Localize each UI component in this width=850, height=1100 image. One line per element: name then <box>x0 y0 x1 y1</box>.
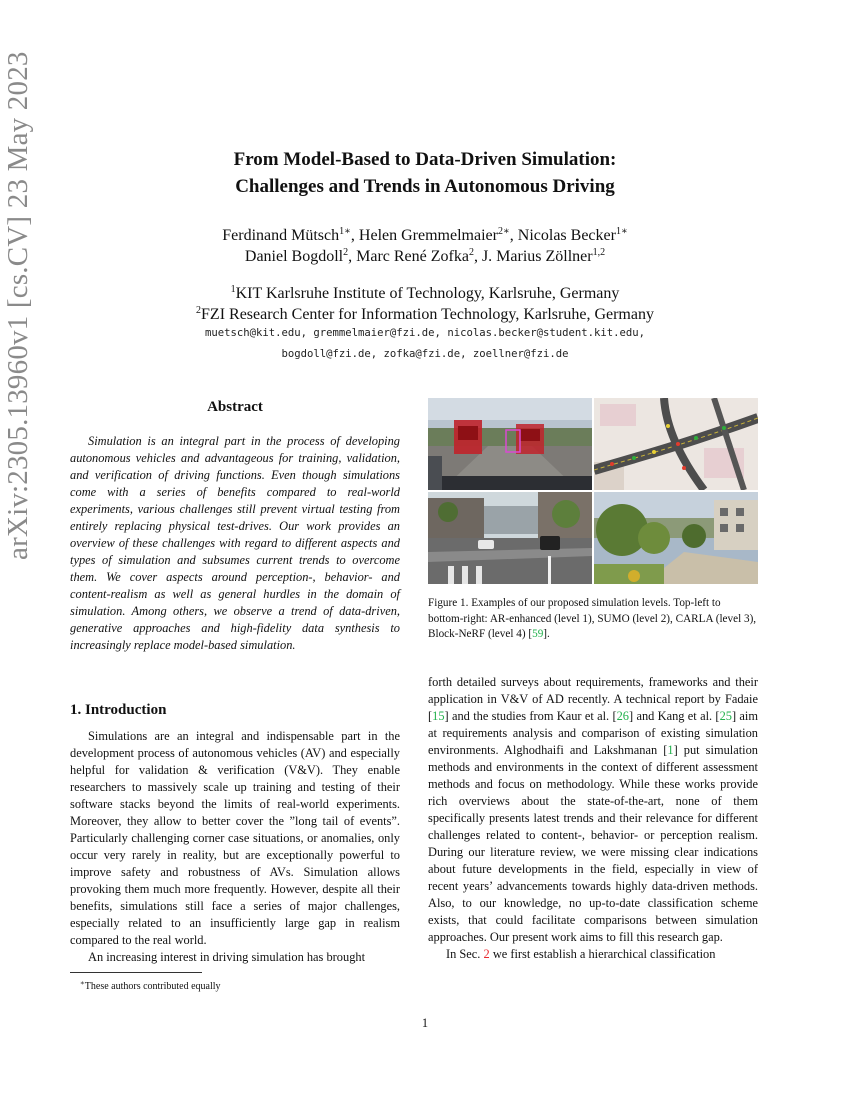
caption-end: . <box>547 628 550 640</box>
abstract-heading: Abstract <box>207 399 263 415</box>
text-run: and Kang et al. <box>633 709 716 723</box>
intro-paragraph-2: An increasing interest in driving simulation has brought <box>88 950 366 964</box>
author-affil-mark: 1,2 <box>592 247 606 258</box>
affiliation-1 <box>80 283 770 304</box>
section-link[interactable]: 2 <box>483 947 490 961</box>
text-run: and the studies from Kaur et al. <box>448 709 613 723</box>
footnote-text: These authors contributed equally <box>84 981 221 992</box>
figure-1 <box>428 398 758 584</box>
author-name: J. Marius Zöllner <box>481 248 593 265</box>
author-line-1: Ferdinand Mütsch$^{1∗}$, Helen Gremmelmaier$^{2∗}$, Nicolas Becker$^{1∗}$ <box>222 226 628 244</box>
affiliation-2 <box>80 304 770 325</box>
affiliation-mark: 2 <box>196 305 202 316</box>
sumo-image <box>594 398 758 490</box>
page-number: 1 <box>421 1016 429 1030</box>
affiliation-mark: 1 <box>230 284 236 295</box>
citation-link[interactable]: 15 <box>432 709 445 723</box>
author-affil-mark: 2 <box>343 247 349 258</box>
right-column-body <box>428 674 758 963</box>
citation-link[interactable]: 59 <box>532 628 544 640</box>
caption-text: Figure 1. Examples of our proposed simulation levels. Top-left to bottom-right: AR-enhanced (level 1), SUMO (level 2), CARLA (level 3), Block-NeRF (level 4) <box>428 597 757 640</box>
affiliations <box>80 283 770 325</box>
intro-paragraph-1: Simulations are an integral and indispensable part in the development process of autonomous vehicles (AV) and especially helpful for validation & verification (V&V). They enable researchers to massively scale up training and testing of their software stacks beyond the limits of real-world experiments. Moreover, they allow to better cover the ”long tail of events”. Particularly challenging corner case situations, or anomalies, only occur very rarely in reality, but are exceptionally powerful to improve safety and robustness of AVs. Simulation allows provoking them much more frequently. However, despite all their benefits, simulations still face a series of major challenges, especially related to an insufficiently large gap in realism compared to the real world. <box>70 729 400 947</box>
author-name: Helen Gremmelmaier <box>358 227 498 244</box>
title-line-1: From Model-Based to Data-Driven Simulation: <box>233 149 617 170</box>
author-name: Marc René Zofka <box>356 248 469 265</box>
footnote-mark: ∗ <box>80 979 85 987</box>
figure-panel-ar-enhanced <box>428 398 592 490</box>
figure-1-caption: Figure 1. Examples of our proposed simulation levels. Top-left to bottom-right: AR-enhanced (level 1), SUMO (level 2), CARLA (level 3), Block-NeRF (level 4) [59]. <box>428 597 757 640</box>
author-name: Nicolas Becker <box>517 227 616 244</box>
author-affil-mark: 2 <box>468 247 474 258</box>
introduction-body <box>70 728 400 966</box>
author-affil-mark: 2∗ <box>497 226 510 237</box>
abstract-body <box>70 433 400 654</box>
author-affil-mark: 1∗ <box>339 226 351 237</box>
abstract-text: Simulation is an integral part in the process of developing autonomous vehicles and advantageous for training, validation, and verification of driving functions. Even though simulations come with a series of benefits compared to real-world experiments, various challenges still prevent virtual testing from entirely replacing physical test-drives. Our work provides an overview of these challenges with regard to different aspects and types of simulation and subsumes current trends to overcome them. We cover aspects around perception-, behavior- and content-realism as well as general hurdles in the domain of simulation. Among others, we observe a trend of data-driven, generative approaches and high-fidelity data synthesis to increasingly replace model-based simulation. <box>70 434 400 652</box>
right-paragraph-2 <box>428 946 758 963</box>
affiliation-text: KIT Karlsruhe Institute of Technology, Karlsruhe, Germany <box>235 285 620 302</box>
citation-link[interactable]: 1 <box>667 743 674 757</box>
carla-image <box>428 492 592 584</box>
citation-link[interactable]: 26 <box>616 709 629 723</box>
author-affil-mark: 1∗ <box>615 226 628 237</box>
text-run: aim at requirements analysis and comparison of existing simulation environments. Alghodhaifi and Lakshmanan <box>428 709 758 757</box>
paper-title <box>80 146 770 200</box>
figure-panel-block-nerf <box>594 492 758 584</box>
figure-panel-sumo <box>594 398 758 490</box>
footnote <box>70 977 221 993</box>
author-list <box>80 225 770 267</box>
text-run: In Sec. <box>446 947 484 961</box>
footnote-rule <box>70 972 202 973</box>
author-emails <box>80 323 770 365</box>
title-line-2: Challenges and Trends in Autonomous Driving <box>235 176 615 197</box>
text-run: put simulation methods and environments in the context of different assessment methods and focus on methodology. While these works provide rich overviews about the state-of-the-art, none of them specifically presents latest trends and their relevance for different challenges related to content-, behavior- or perception realism. During our literature review, we were missing clear indications about future developments in the field, especially in view of recent years’ advancements towards highly data-driven methods. Also, to our knowledge, no up-to-date classification scheme exists, that could facilitate comparisons between simulation approaches. Our present work aims to fill this research gap. <box>428 743 758 944</box>
introduction-heading: 1. Introduction <box>70 702 167 718</box>
email-line-1: muetsch@kit.edu, gremmelmaier@fzi.de, nicolas.becker@student.kit.edu, <box>204 327 646 339</box>
text-run: we first establish a hierarchical classification <box>489 947 716 961</box>
ar-enhanced-image <box>428 398 592 490</box>
citation-link[interactable]: 25 <box>719 709 732 723</box>
email-line-2: bogdoll@fzi.de, zofka@fzi.de, zoellner@fzi.de <box>281 348 569 360</box>
text-run: forth detailed surveys about requirements, frameworks and their application in V&V of AD recently. A technical report by Fadaie <box>428 675 758 706</box>
arxiv-stamp: arXiv:2305.13960v1 [cs.CV] 23 May 2023 <box>2 51 34 560</box>
author-line-2: Daniel Bogdoll$^2$, Marc René Zofka$^2$, J. Marius Zöllner$^{1,2}$ <box>244 247 606 265</box>
figure-panel-carla <box>428 492 592 584</box>
affiliation-text: FZI Research Center for Information Technology, Karlsruhe, Germany <box>201 306 654 323</box>
block-nerf-image <box>594 492 758 584</box>
author-name: Ferdinand Mütsch <box>222 227 340 244</box>
right-paragraph-1: forth detailed surveys about requirements, frameworks and their application in V&V of AD recently. A technical report by Fadaie [15] and the studies from Kaur et al. [26] and Kang et al. [25] aim at requirements analysis and comparison of existing simulation environments. Alghodhaifi and Lakshmanan [1] put simulation methods and environments in the context of different assessment methods and focus on methodology. While these works provide rich overviews about the state-of-the-art, none of them specifically presents latest trends and their relevance for different challenges related to content-, behavior- or perception realism. During our literature review, we were missing clear indications about future developments in the field, especially in view of recent years’ advancements towards highly data-driven methods. Also, to our knowledge, no up-to-date classification scheme exists, that could facilitate comparisons between simulation approaches. Our present work aims to fill this research gap. <box>428 675 758 944</box>
author-name: Daniel Bogdoll <box>244 248 344 265</box>
